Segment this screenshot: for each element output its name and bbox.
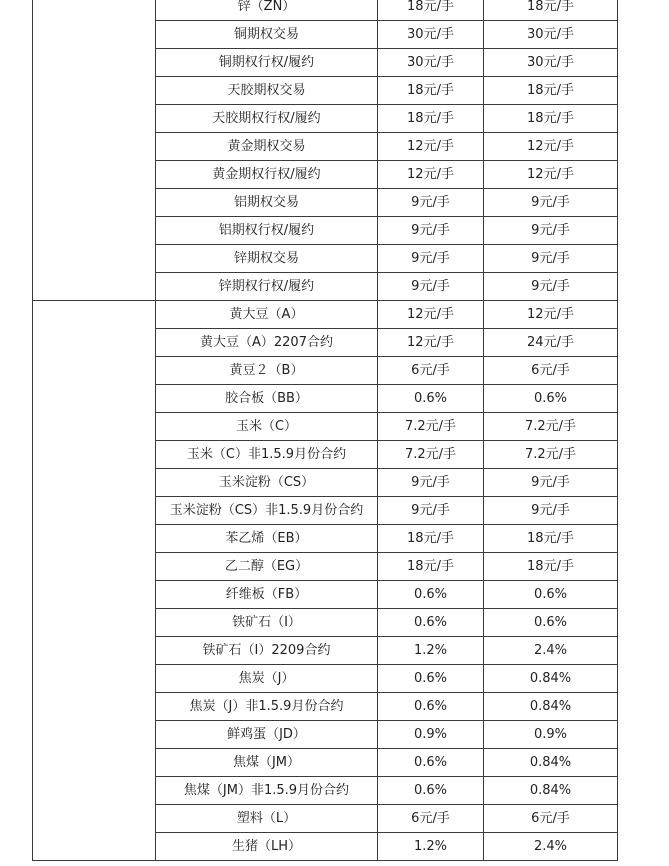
fee-cell-2: 0.84% [484, 693, 618, 721]
variety-cell: 塑料（L） [156, 805, 378, 833]
variety-cell: 玉米淀粉（CS） [156, 469, 378, 497]
fee-cell-2: 2.4% [484, 637, 618, 665]
fee-cell-1: 0.6% [378, 777, 484, 805]
variety-cell: 乙二醇（EG） [156, 553, 378, 581]
variety-cell: 焦煤（JM）非1.5.9月份合约 [156, 777, 378, 805]
fee-cell-2: 0.6% [484, 581, 618, 609]
variety-cell: 鲜鸡蛋（JD） [156, 721, 378, 749]
fee-cell-2: 6元/手 [484, 357, 618, 385]
fee-cell-2: 6元/手 [484, 805, 618, 833]
fee-cell-2: 9元/手 [484, 469, 618, 497]
variety-cell: 纤维板（FB） [156, 581, 378, 609]
fee-cell-2: 9元/手 [484, 189, 618, 217]
fee-cell-2: 7.2元/手 [484, 441, 618, 469]
variety-cell: 铝期权交易 [156, 189, 378, 217]
fee-cell-1: 18元/手 [378, 553, 484, 581]
table-row [33, 301, 618, 329]
fee-cell-1: 0.6% [378, 581, 484, 609]
fee-cell-1: 18元/手 [378, 77, 484, 105]
fee-cell-1: 9元/手 [378, 497, 484, 525]
fee-cell-2: 2.4% [484, 833, 618, 861]
variety-cell: 焦炭（J） [156, 665, 378, 693]
variety-cell: 黄大豆（A） [156, 301, 378, 329]
variety-cell: 铝期权行权/履约 [156, 217, 378, 245]
variety-cell: 铁矿石（I）2209合约 [156, 637, 378, 665]
fee-cell-1: 18元/手 [378, 105, 484, 133]
fee-cell-1: 12元/手 [378, 301, 484, 329]
variety-cell: 黄豆２（B） [156, 357, 378, 385]
fee-cell-2: 0.84% [484, 665, 618, 693]
variety-cell: 焦炭（J）非1.5.9月份合约 [156, 693, 378, 721]
variety-cell: 铜期权行权/履约 [156, 49, 378, 77]
fee-cell-2: 9元/手 [484, 217, 618, 245]
fee-cell-1: 0.6% [378, 693, 484, 721]
fee-cell-2: 30元/手 [484, 49, 618, 77]
fee-cell-1: 0.9% [378, 721, 484, 749]
variety-cell: 玉米（C）非1.5.9月份合约 [156, 441, 378, 469]
fee-cell-2: 24元/手 [484, 329, 618, 357]
fee-table [32, 0, 618, 861]
variety-cell: 黄大豆（A）2207合约 [156, 329, 378, 357]
fee-cell-1: 1.2% [378, 833, 484, 861]
fee-cell-1: 9元/手 [378, 273, 484, 301]
fee-cell-1: 9元/手 [378, 217, 484, 245]
fee-cell-1: 0.6% [378, 385, 484, 413]
fee-cell-1: 12元/手 [378, 133, 484, 161]
variety-cell: 生猪（LH） [156, 833, 378, 861]
fee-cell-1: 9元/手 [378, 469, 484, 497]
fee-cell-1: 30元/手 [378, 21, 484, 49]
fee-cell-1: 0.6% [378, 665, 484, 693]
fee-cell-2: 7.2元/手 [484, 413, 618, 441]
variety-cell: 玉米（C） [156, 413, 378, 441]
exchange-cell [33, 0, 156, 301]
variety-cell: 焦煤（JM） [156, 749, 378, 777]
fee-cell-2: 9元/手 [484, 273, 618, 301]
fee-cell-2: 0.6% [484, 609, 618, 637]
fee-cell-1: 12元/手 [378, 161, 484, 189]
fee-cell-2: 30元/手 [484, 21, 618, 49]
fee-cell-2: 18元/手 [484, 105, 618, 133]
fee-cell-2: 12元/手 [484, 133, 618, 161]
fee-cell-2: 0.84% [484, 777, 618, 805]
fee-cell-1: 7.2元/手 [378, 413, 484, 441]
variety-cell: 玉米淀粉（CS）非1.5.9月份合约 [156, 497, 378, 525]
fee-cell-2: 18元/手 [484, 553, 618, 581]
variety-cell: 黄金期权交易 [156, 133, 378, 161]
variety-cell: 锌期权行权/履约 [156, 273, 378, 301]
variety-cell: 天胶期权交易 [156, 77, 378, 105]
fee-table-body [33, 0, 618, 861]
fee-cell-2: 9元/手 [484, 497, 618, 525]
fee-cell-1: 9元/手 [378, 245, 484, 273]
fee-table-sheet [32, 0, 617, 861]
fee-cell-2: 0.6% [484, 385, 618, 413]
fee-cell-1: 30元/手 [378, 49, 484, 77]
fee-cell-2: 0.84% [484, 749, 618, 777]
fee-cell-1: 7.2元/手 [378, 441, 484, 469]
variety-cell: 天胶期权行权/履约 [156, 105, 378, 133]
variety-cell: 苯乙烯（EB） [156, 525, 378, 553]
fee-cell-1: 18元/手 [378, 0, 484, 21]
fee-cell-1: 9元/手 [378, 189, 484, 217]
fee-cell-2: 18元/手 [484, 525, 618, 553]
fee-cell-1: 6元/手 [378, 805, 484, 833]
fee-cell-2: 18元/手 [484, 77, 618, 105]
variety-cell: 铜期权交易 [156, 21, 378, 49]
variety-cell: 黄金期权行权/履约 [156, 161, 378, 189]
fee-cell-1: 18元/手 [378, 525, 484, 553]
fee-cell-2: 12元/手 [484, 161, 618, 189]
variety-cell: 锌（ZN） [156, 0, 378, 21]
fee-cell-2: 18元/手 [484, 0, 618, 21]
variety-cell: 铁矿石（I） [156, 609, 378, 637]
table-row [33, 0, 618, 21]
fee-cell-1: 0.6% [378, 749, 484, 777]
fee-cell-1: 12元/手 [378, 329, 484, 357]
variety-cell: 胶合板（BB） [156, 385, 378, 413]
variety-cell: 锌期权交易 [156, 245, 378, 273]
fee-cell-1: 6元/手 [378, 357, 484, 385]
fee-cell-2: 12元/手 [484, 301, 618, 329]
exchange-cell [33, 301, 156, 861]
fee-cell-2: 0.9% [484, 721, 618, 749]
fee-cell-1: 1.2% [378, 637, 484, 665]
fee-cell-1: 0.6% [378, 609, 484, 637]
fee-cell-2: 9元/手 [484, 245, 618, 273]
